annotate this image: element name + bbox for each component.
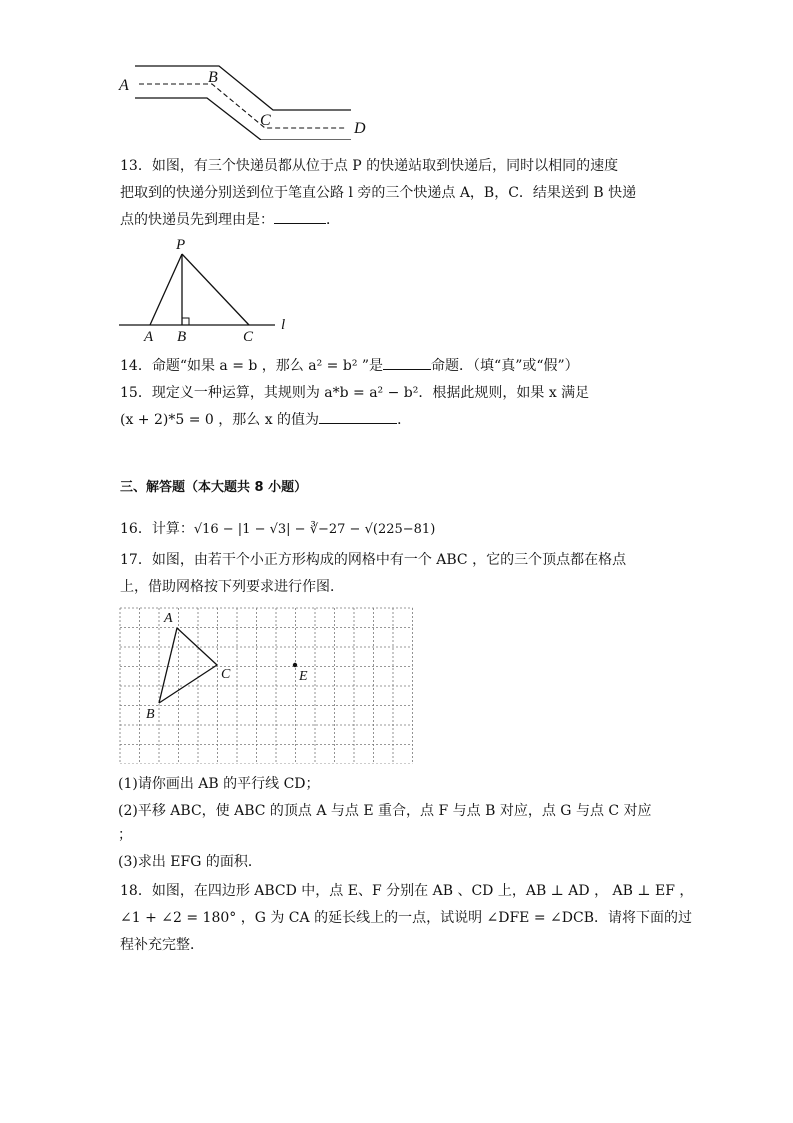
grid-lines — [120, 608, 413, 764]
q17-line2: 上，借助网格按下列要求进行作图． — [120, 579, 344, 595]
q13-line2: 把取到的快递分别送到位于笔直公路 l 旁的三个快递点 A，B，C．结果送到 B 快递 — [120, 185, 637, 201]
q13-line1: 13．如图，有三个快递员都从位于点 P 的快递站取到快递后，同时以相同的速度 — [120, 158, 619, 174]
q15-answer-blank[interactable] — [319, 411, 397, 424]
q17-sub3: (3)求出 EFG 的面积． — [118, 854, 262, 870]
label-c: C — [243, 329, 254, 345]
q18-line2: ∠1 + ∠2 = 180° ，G 为 CA 的延长线上的一点，试说明 ∠DFE = ∠DCB．请将下面的过 — [120, 910, 692, 926]
road-figure — [115, 58, 375, 140]
figure-13 — [115, 236, 295, 346]
q14-answer-blank[interactable] — [383, 357, 431, 370]
label-c: C — [221, 667, 231, 682]
label-c: C — [260, 112, 271, 129]
q14-prefix: 14．命题“如果 a = b ，那么 a² = b² ”是 — [120, 358, 384, 374]
label-b: B — [208, 69, 218, 86]
q15-line1: 15．现定义一种运算，其规则为 a*b = a² − b²．根据此规则，如果 x 满足 — [120, 385, 590, 401]
q15-line2-suffix: ． — [397, 412, 412, 428]
q16-expression: √16 − |1 − √3| − ∛−27 − √(225−81) — [193, 522, 436, 537]
q18-line1: 18．如图，在四边形 ABCD 中，点 E、F 分别在 AB 、CD 上，AB ⊥ AD ， AB ⊥ EF ， — [120, 883, 694, 899]
label-a: A — [164, 611, 173, 626]
label-l: l — [281, 317, 286, 333]
figure-17-grid — [118, 606, 414, 764]
label-a: A — [119, 77, 129, 94]
section-3-heading: 三、解答题（本大题共 8 小题） — [120, 480, 308, 495]
label-d: D — [354, 120, 366, 137]
q16-line — [120, 520, 435, 539]
label-b: B — [146, 707, 155, 722]
q17-sub2: (2)平移 ABC，使 ABC 的顶点 A 与点 E 重合，点 F 与点 B 对应，点 G 与点 C 对应 — [118, 803, 652, 819]
q17-sub2-cont: ； — [118, 827, 132, 843]
q14-line — [120, 357, 579, 375]
q13-line3-suffix: ． — [326, 212, 340, 228]
label-p: P — [176, 237, 186, 253]
q18-line3: 程补充完整． — [120, 937, 204, 953]
q15-line2 — [120, 411, 411, 429]
label-b: B — [177, 329, 187, 345]
q17-line1: 17．如图，由若干个小正方形构成的网格中有一个 ABC ，它的三个顶点都在格点 — [120, 552, 627, 568]
q13-answer-blank[interactable] — [274, 211, 326, 224]
q13-line3-prefix: 点的快递员先到理由是： — [120, 212, 274, 228]
q13-line3 — [120, 211, 340, 229]
label-e: E — [299, 669, 308, 684]
q14-suffix: 命题．（填“真”或“假”） — [431, 358, 579, 374]
q16-prefix: 16．计算： — [120, 521, 194, 537]
q15-line2-prefix: (x + 2)*5 = 0 ，那么 x 的值为 — [120, 412, 320, 428]
label-a: A — [144, 329, 154, 345]
q17-sub1: (1)请你画出 AB 的平行线 CD； — [118, 776, 320, 792]
